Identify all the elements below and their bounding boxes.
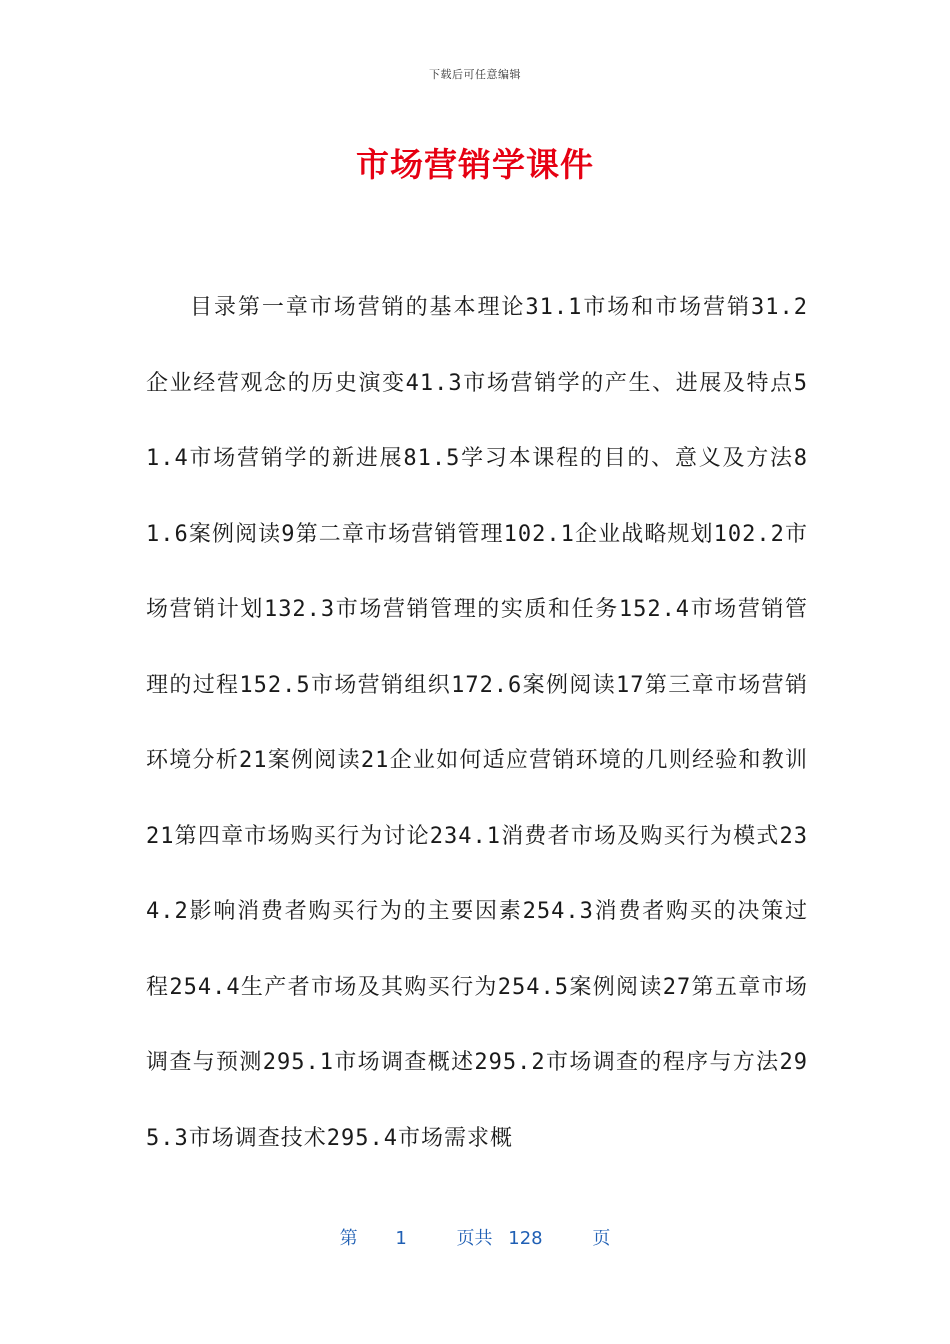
table-of-contents-text: 目录第一章市场营销的基本理论31.1市场和市场营销31.2企业经营观念的历史演变41.3市场营销学的产生、进展及特点51.4市场营销学的新进展81.5学习本课程的目的、意义及方法81.6案例阅读9第二章市场营销管理102.1企业战略规划102.2市场营销计划132.3市场营销管理的实质和任务152.4市场营销管理的过程152.5市场营销组织172.6案例阅读17第三章市场营销环境分析21案例阅读21企业如何适应营销环境的几则经验和教训21第四章市场购买行为讨论234.1消费者市场及购买行为模式234.2影响消费者购买行为的主要因素254.3消费者购买的决策过程254.4生产者市场及其购买行为254.5案例阅读27第五章市场调查与预测295.1市场调查概述295.2市场调查的程序与方法295.3市场调查技术295.4市场需求概 bbox=[146, 295, 808, 1151]
page-footer bbox=[0, 1226, 950, 1252]
footer-prefix: 第 bbox=[339, 1228, 358, 1249]
footer-suffix: 页 bbox=[592, 1228, 611, 1249]
header-note: 下载后可任意编辑 bbox=[429, 68, 521, 81]
footer-middle: 页共 bbox=[456, 1228, 493, 1249]
document-title: 市场营销学课件 bbox=[356, 145, 594, 184]
footer-current-page: 1 bbox=[395, 1228, 407, 1249]
footer-total-pages: 128 bbox=[508, 1228, 543, 1249]
